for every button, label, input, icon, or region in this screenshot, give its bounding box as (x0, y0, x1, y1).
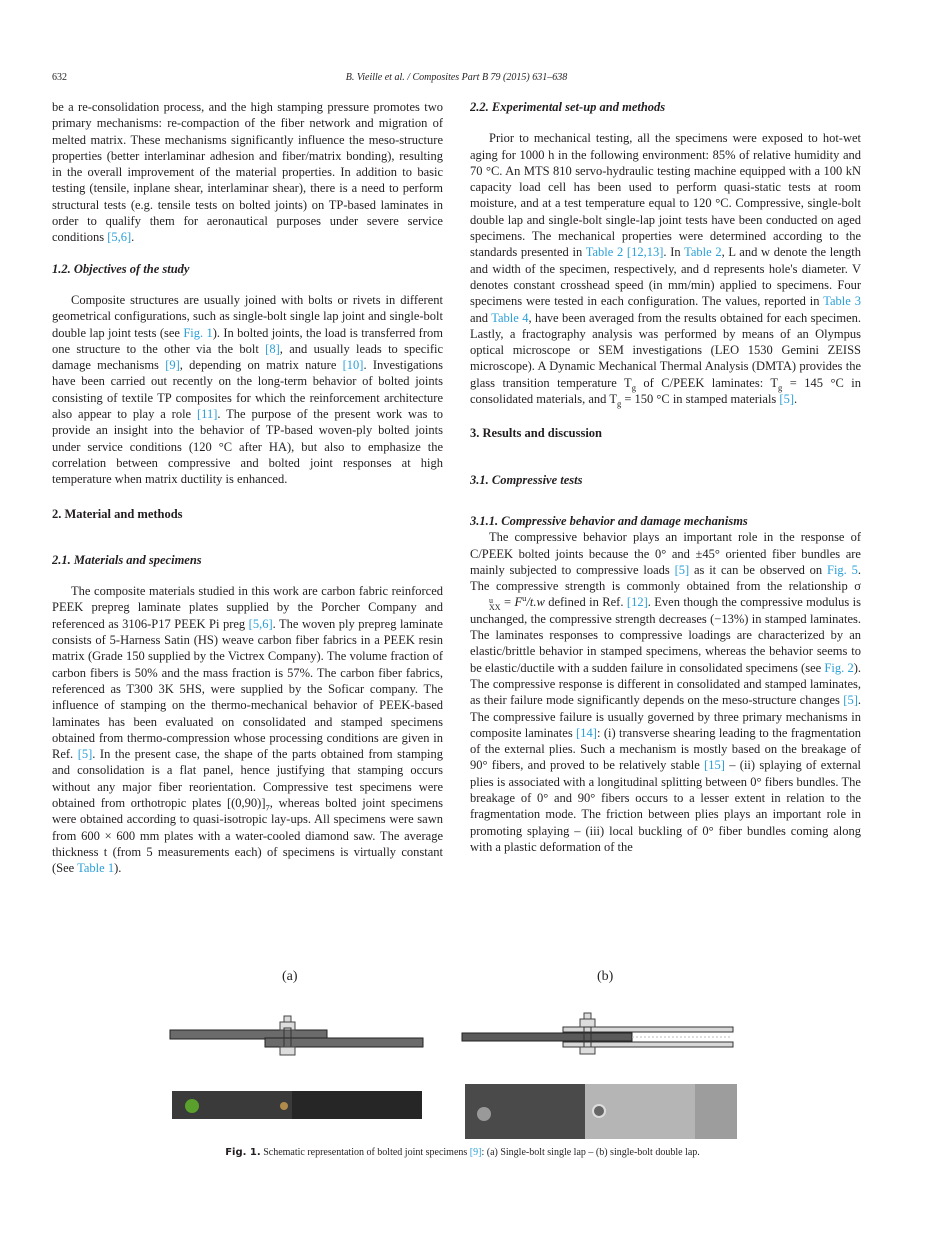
reference-link[interactable]: [14] (576, 725, 597, 740)
text: of C/PEEK laminates: T (635, 375, 779, 390)
text: , L and w denote the length and width of the specimen, respectively, and d represents hole's diameter. V denotes constant crosshead speed (in mm/min) applied to specimens. Four specimens were tested in each configuration. The values, reported in (470, 245, 861, 309)
text: . The compressive strength is commonly obtained from the relationship σ (470, 562, 861, 594)
section-heading: 3. Results and discussion (470, 426, 602, 441)
text: . Investigations have been carried out recently on the long-term behavior of bolted joints consisting of textile TP composites for which the reinforcement architecture also appear to play a role (52, 358, 443, 422)
double-lap-photo (465, 1084, 737, 1139)
paragraph (52, 583, 443, 876)
caption-text: Schematic representation of bolted joint specimens (260, 1147, 470, 1158)
text: defined in Ref. (544, 595, 627, 610)
text: ). (114, 861, 122, 876)
caption-label: Fig. 1. (225, 1147, 261, 1158)
right-column (470, 99, 861, 949)
text: be a re-consolidation process, and the high stamping pressure promotes two primary mechanisms: re-compaction of the fiber network and migration of melted matrix. These mechanisms significantly influence the meso-structure properties (better interlaminar adhesion and fiber/matrix bonding), resulting in the overall improvement of the material properties. In addition to basic testing (tensile, inplane shear, interlaminar shear), there is a need to perform structural tests (e.g. tensile tests on bolted joints) on TP-based laminates in order to qualify them for aeronautical purposes under severe service conditions (52, 100, 443, 245)
paragraph (52, 99, 443, 246)
subsection-heading: 2.1. Materials and specimens (52, 552, 202, 567)
subsection-heading: 2.2. Experimental set-up and methods (470, 100, 666, 114)
math-text: /t.w (526, 595, 545, 610)
left-column (52, 99, 443, 949)
reference-link[interactable]: [10] (342, 358, 364, 373)
reference-link[interactable]: Table 3 (823, 294, 861, 309)
reference-link[interactable]: [12] (626, 595, 648, 610)
text: . The purpose of the present work was to provide an insight into the behavior of TP-based woven-ply bolted joints under service conditions (120 °C after HA), but also to emphasize the correlation between compressive and bolted joint responses at high temperature when matrix ductility is enhanced. (52, 407, 443, 487)
page-number: 632 (52, 72, 67, 83)
reference-link[interactable]: [9] (165, 358, 180, 373)
text: , have been averaged from the results obtained for each specimen. Lastly, a fractography analysis was performed by means of an Olympus optical microscope or SEM investigations (LEO 1530 Gemini ZEISS microscope). A Dynamic Mechanical Thermal Analysis (DMTA) provides the glass transition temperature T (470, 310, 861, 390)
paragraph (470, 529, 861, 855)
running-header (52, 72, 861, 86)
subscript: g (778, 382, 783, 393)
text: . The woven ply prepreg laminate consists of 5-Harness Satin (HS) weave carbon fiber fabrics in a PEEK resin matrix (Grade 150 supplied by the Victrex Company). The volume fraction of carbon fibers is 50% and the mass fraction is 57%. The carbon fiber fabrics, referenced as T300 3K 5HS, were supplied by the Soficar company. The influence of stamping on the thermo-mechanical behavior of PEEK-based laminates has been evaluated on consolidated and stamped specimens obtained from thermo-compression whose processing conditions are given in Ref. (52, 616, 443, 762)
text: . (131, 230, 135, 245)
reference-link[interactable]: [5] (77, 747, 93, 762)
subscript: 7 (265, 802, 270, 813)
reference-link[interactable]: [12,13] (626, 245, 664, 260)
reference-link[interactable]: [5,6] (248, 616, 273, 631)
text: . In (663, 245, 685, 260)
text: . In the present case, the shape of the parts obtained from stamping and consolidation is a flat panel, hence justifying that stamping occurs without any major fiber reorientation. Compressive test specimens were obtained from orthotropic plates [(0,90)] (52, 747, 443, 810)
figure-label-a: (a) (282, 969, 298, 984)
text: The compressive behavior plays an important role in the response of C/PEEK bolted joints because the 0° and ±45° oriented fiber bundles are mainly subjected to compressive loads (470, 530, 861, 577)
subsection-heading: 3.1. Compressive tests (470, 472, 583, 487)
text: ). In bolted joints, the load is transferred from one structure to the other via the bolt (52, 325, 443, 356)
text: : (i) transverse shearing leading to the fragmentation of the external plies. Such a mechanism is mostly based on the breakage of 90° fibers, and proved to be relatively stable (470, 725, 861, 773)
text: = (500, 595, 515, 610)
text: . The compressive failure is usually governed by three primary mechanisms in composite laminates (470, 693, 861, 740)
text: ). The compressive response is different in consolidated and stamped laminates, as their failure mode significantly depends on the meso-structure changes (470, 660, 861, 708)
subscript: g (631, 382, 636, 393)
math-scripts (470, 597, 501, 611)
caption-text-end: : (a) Single-bolt single lap – (b) single-bolt double lap. (481, 1147, 700, 1158)
reference-link[interactable]: [15] (704, 758, 725, 773)
single-lap-photo (172, 1091, 422, 1119)
caption-reference-link[interactable]: [9] (469, 1147, 482, 1158)
text: . Even though the compressive modulus is unchanged, the compressive strength decreases (−13%) in stamped laminates. The laminates responses to compressive loadings are characterized by an elastic/brittle behavior in stamped specimens, whereas the behavior seems to be elastic/ductile with a sudden failure in consolidated specimens (see (470, 595, 861, 675)
reference-link[interactable]: Table 2 (684, 245, 722, 260)
reference-link[interactable]: Table 1 (77, 861, 115, 876)
text: The composite materials studied in this work are carbon fabric reinforced PEEK prepreg laminate plates supplied by the Porcher Company and referenced as 3106-P17 PEEK Pi preg (52, 584, 443, 631)
paragraph (52, 292, 443, 488)
subscript: g (616, 398, 622, 409)
math-text: F (514, 595, 523, 610)
text: and (470, 310, 492, 325)
superscript: u (489, 595, 493, 605)
reference-link[interactable]: [11] (197, 407, 218, 422)
reference-link[interactable]: Table 4 (491, 310, 529, 325)
reference-link[interactable]: [5] (779, 392, 794, 407)
text: , and usually leads to specific damage mechanisms (52, 341, 443, 373)
subsection-heading: 1.2. Objectives of the study (52, 261, 190, 276)
text: = 150 °C in stamped materials (621, 392, 780, 407)
paragraph (470, 130, 861, 407)
superscript: u (522, 593, 527, 604)
journal-citation: B. Vieille et al. / Composites Part B 79 (2015) 631–638 (345, 72, 568, 83)
subsection-heading: 3.1.1. Compressive behavior and damage mechanisms (470, 513, 748, 528)
reference-link[interactable]: Table 2 (585, 245, 624, 260)
text: – (ii) splaying of external plies is associated with a longitudinal splitting between 0° fibers bundles. The breakage of 0° and 90° fibers occurs to a lesser extent in relation to the fragmentation mode. The friction between plies plays an important role in promoting splaying – (iii) local buckling of 0° fiber bundles coming along with a plastic deformation of the (470, 758, 861, 854)
single-lap-schematic (170, 1016, 423, 1055)
reference-link[interactable]: Fig. 5 (827, 562, 858, 577)
figure-caption (0, 1147, 925, 1158)
reference-link[interactable]: [5] (674, 562, 690, 577)
figure-label-b: (b) (597, 969, 614, 984)
reference-link[interactable]: [8] (265, 341, 280, 356)
text: , whereas bolted joint specimens were obtained according to quasi-isotropic lay-ups. All specimens were sawn from 600 × 600 mm plates with a water-cooled diamond saw. The average thickness t (from 5 measurements each) of specimens is virtually constant (See (52, 795, 443, 876)
reference-link[interactable]: [5,6] (107, 230, 132, 245)
reference-link[interactable]: [5] (843, 693, 858, 708)
text: Prior to mechanical testing, all the specimens were exposed to hot-wet aging for 1000 h in the following environment: 85% of relative humidity and 70 °C. An MTS 810 servo-hydraulic testing machine equipped with a 100 kN capacity load cell has been used to perform quasi-static tests at room moisture, and at a test temperature equal to 120 °C. Compressive, single-bolt double lap and single-bolt single-lap joint tests have been conducted on aged specimens. The mechanical properties were determined according to the standards presented in (470, 131, 861, 260)
section-heading: 2. Material and methods (52, 506, 183, 521)
bolted-joint-schematics (160, 965, 760, 1143)
reference-link[interactable]: Fig. 1 (183, 325, 213, 340)
text: Composite structures are usually joined with bolts or rivets in different geometrical configurations, such as single-bolt single lap joint and single-bolt double lap joint tests (see (52, 292, 443, 340)
double-lap-schematic (462, 1013, 733, 1054)
figure-1 (160, 965, 760, 1145)
subscript: XX (489, 602, 501, 612)
text: as it can be observed on (689, 562, 827, 577)
text: . (793, 392, 798, 407)
reference-link[interactable]: Fig. 2 (824, 660, 854, 675)
text: = 145 °C in consolidated materials, and T (470, 375, 861, 407)
text: , depending on matrix nature (179, 358, 343, 373)
